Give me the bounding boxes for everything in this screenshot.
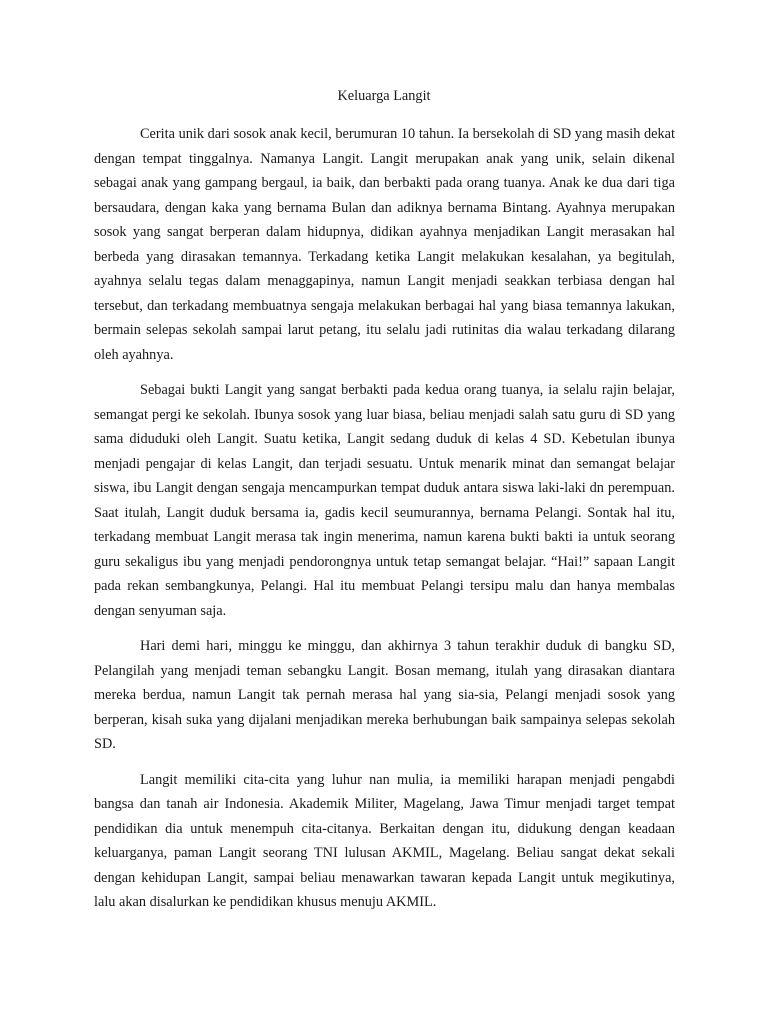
- paragraph-3: Hari demi hari, minggu ke minggu, dan akhirnya 3 tahun terakhir duduk di bangku SD, Pelangilah yang menjadi teman sebangku Langit. Bosan memang, itulah yang dirasakan diantara mereka berdua, namun Langit tak pernah merasa hal yang sia-sia, Pelangi menjadi sosok yang berperan, kisah suka yang dijalani menjadikan mereka berhubungan baik sampainya selepas sekolah SD.: [94, 638, 675, 752]
- paragraph-4: Langit memiliki cita-cita yang luhur nan mulia, ia memiliki harapan menjadi pengabdi bangsa dan tanah air Indonesia. Akademik Militer, Magelang, Jawa Timur menjadi target tempat pendidikan dia untuk menempuh cita-citanya. Berkaitan dengan itu, didukung dengan keadaan keluarganya, paman Langit seorang TNI lulusan AKMIL, Magelang. Beliau sangat dekat sekali dengan kehidupan Langit, sampai beliau menawarkan tawaran kepada Langit untuk megikutinya, lalu akan disalurkan ke pendidikan khusus menuju AKMIL.: [94, 771, 675, 910]
- document-title: Keluarga Langit: [337, 88, 431, 104]
- paragraph-2: Sebagai bukti Langit yang sangat berbakti pada kedua orang tuanya, ia selalu rajin belajar, semangat pergi ke sekolah. Ibunya sosok yang luar biasa, beliau menjadi salah satu guru di SD yang sama diduduki oleh Langit. Suatu ketika, Langit sedang duduk di kelas 4 SD. Kebetulan ibunya menjadi pengajar di kelas Langit, dan terjadi sesuatu. Untuk menarik minat dan semangat belajar siswa, ibu Langit dengan sengaja mencampurkan tempat duduk antara siswa laki-laki dn perempuan. Saat itulah, Langit duduk bersama ia, gadis kecil seumurannya, bernama Pelangi. Sontak hal itu, terkadang membuat Langit merasa tak ingin menerima, namun karena bukti bakti ia untuk seorang guru sekaligus ibu yang menjadi pendorongnya untuk tetap semangat belajar. “Hai!” sapaan Langit pada rekan sembangkunya, Pelangi. Hal itu membuat Pelangi tersipu malu dan hanya membalas dengan senyuman saja.: [94, 382, 675, 619]
- document-body: [94, 122, 675, 926]
- paragraph-1: Cerita unik dari sosok anak kecil, berumuran 10 tahun. Ia bersekolah di SD yang masih dekat dengan tempat tinggalnya. Namanya Langit. Langit merupakan anak yang unik, selain dikenal sebagai anak yang gampang bergaul, ia baik, dan berbakti pada orang tuanya. Anak ke dua dari tiga bersaudara, dengan kaka yang bernama Bulan dan adiknya bernama Bintang. Ayahnya merupakan sosok yang sangat berperan dalam hidupnya, didikan ayahnya menjadikan Langit merasakan hal berbeda yang dirasakan temannya. Terkadang ketika Langit melakukan kesalahan, ya begitulah, ayahnya selalu tegas dalam menaggapinya, namun Langit menjadi seakkan terbiasa dengan hal tersebut, dan terkadang membuatnya sengaja melakukan berbagai hal yang biasa temannya lakukan, bermain selepas sekolah sampai larut petang, itu selalu jadi rutinitas dia walau terkadang dilarang oleh ayahnya.: [94, 126, 675, 363]
